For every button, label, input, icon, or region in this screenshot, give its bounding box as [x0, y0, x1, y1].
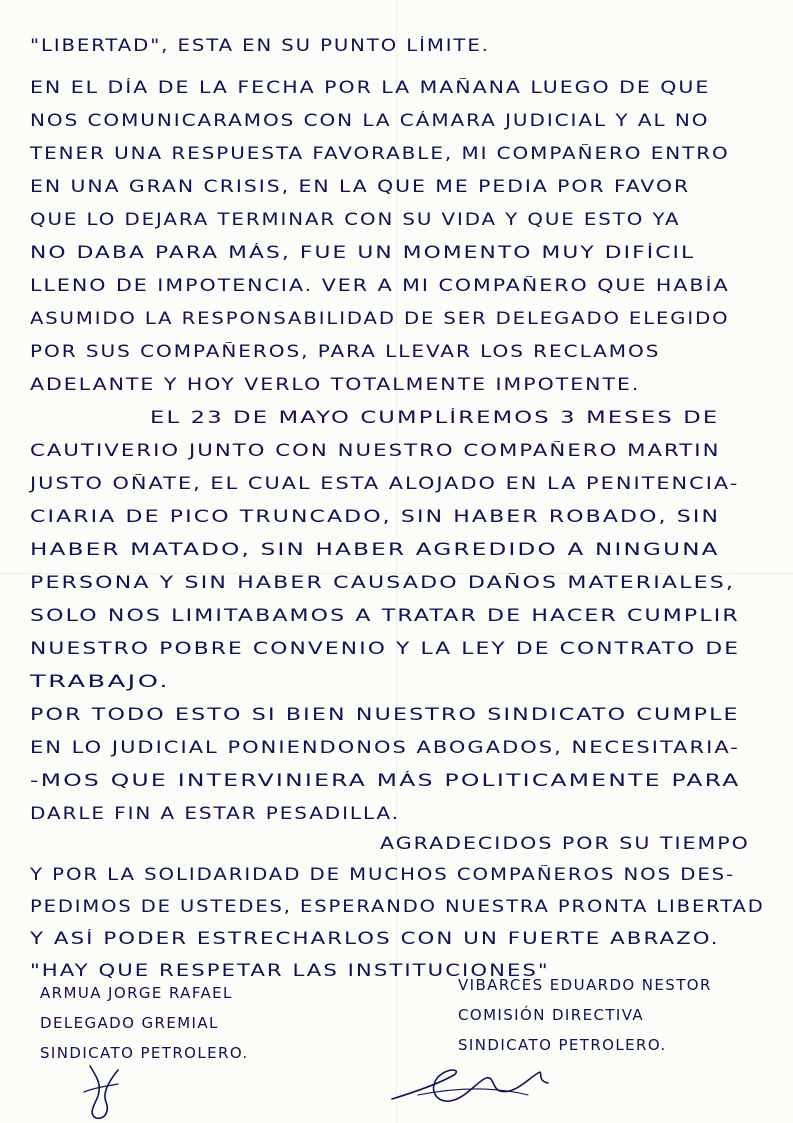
letter-line: PEDIMOS DE USTEDES, ESPERANDO NUESTRA PRONTA LIBERTAD: [30, 897, 765, 916]
signatory-role: COMISIÓN DIRECTIVA: [458, 1006, 645, 1024]
letter-line: -MOS QUE INTERVINIERA MÁS POLITICAMENTE PARA: [30, 771, 741, 790]
signature-block-left: [40, 978, 249, 1068]
letter-line: EN LO JUDICIAL PONIENDONOS ABOGADOS, NECESITARIA-: [30, 738, 740, 757]
letter-line: EL 23 DE MAYO CUMPLÍREMOS 3 MESES DE: [150, 408, 720, 427]
signatory-organization: SINDICATO PETROLERO.: [458, 1036, 667, 1054]
letter-line: NUESTRO POBRE CONVENIO Y LA LEY DE CONTRATO DE: [30, 639, 741, 658]
letter-line: DARLE FIN A ESTAR PESADILLA.: [30, 804, 400, 823]
signatory-role: DELEGADO GREMIAL: [40, 1014, 219, 1032]
letter-line: SOLO NOS LIMITABAMOS A TRATAR DE HACER CUMPLIR: [30, 606, 740, 625]
letter-line: CAUTIVERIO JUNTO CON NUESTRO COMPAÑERO MARTIN: [30, 441, 721, 460]
signatory-organization: SINDICATO PETROLERO.: [40, 1044, 249, 1062]
letter-line: PERSONA Y SIN HABER CAUSADO DAÑOS MATERIALES,: [30, 573, 736, 592]
letter-line: EN EL DÍA DE LA FECHA POR LA MAÑANA LUEGO DE QUE: [30, 78, 711, 97]
letter-line: ASUMIDO LA RESPONSABILIDAD DE SER DELEGADO ELEGIDO: [30, 309, 730, 328]
letter-line: CIARIA DE PICO TRUNCADO, SIN HABER ROBADO, SIN: [30, 507, 721, 526]
letter-line: TRABAJO.: [30, 672, 171, 691]
handwritten-signature-right: [388, 1055, 558, 1115]
signatory-name: VIBARCES EDUARDO NESTOR: [458, 976, 712, 994]
letter-line: Y ASÍ PODER ESTRECHARLOS CON UN FUERTE ABRAZO.: [30, 929, 720, 948]
handwritten-signature-left: [78, 1062, 128, 1122]
letter-line: HABER MATADO, SIN HABER AGREDIDO A NINGUNA: [30, 540, 720, 559]
letter-line: TENER UNA RESPUESTA FAVORABLE, MI COMPAÑERO ENTRO: [30, 144, 730, 163]
letter-line: QUE LO DEJARA TERMINAR CON SU VIDA Y QUE ESTO YA: [30, 210, 681, 229]
letter-line: POR SUS COMPAÑEROS, PARA LLEVAR LOS RECLAMOS: [30, 342, 661, 361]
letter-line: NO DABA PARA MÁS, FUE UN MOMENTO MUY DIFÍCIL: [30, 243, 696, 262]
letter-line: LLENO DE IMPOTENCIA. VER A MI COMPAÑERO QUE HABÍA: [30, 276, 730, 295]
letter-line: ADELANTE Y HOY VERLO TOTALMENTE IMPOTENTE.: [30, 375, 641, 394]
letter-line: NOS COMUNICARAMOS CON LA CÁMARA JUDICIAL Y AL NO: [30, 111, 710, 130]
letter-line: "LIBERTAD", ESTA EN SU PUNTO LÍMITE.: [30, 36, 490, 55]
letter-line: Y POR LA SOLIDARIDAD DE MUCHOS COMPAÑEROS NOS DES-: [30, 865, 736, 884]
letter-line: AGRADECIDOS POR SU TIEMPO: [380, 834, 750, 853]
fold-crease-vertical: [396, 0, 397, 1123]
letter-line: JUSTO OÑATE, EL CUAL ESTA ALOJADO EN LA PENITENCIA-: [30, 474, 740, 493]
letter-line: POR TODO ESTO SI BIEN NUESTRO SINDICATO CUMPLE: [30, 705, 740, 724]
letter-line: "HAY QUE RESPETAR LAS INSTITUCIONES": [30, 961, 550, 980]
signature-block-right: [458, 970, 712, 1060]
signatory-name: ARMUA JORGE RAFAEL: [40, 984, 233, 1002]
letter-line: EN UNA GRAN CRISIS, EN LA QUE ME PEDIA POR FAVOR: [30, 177, 691, 196]
